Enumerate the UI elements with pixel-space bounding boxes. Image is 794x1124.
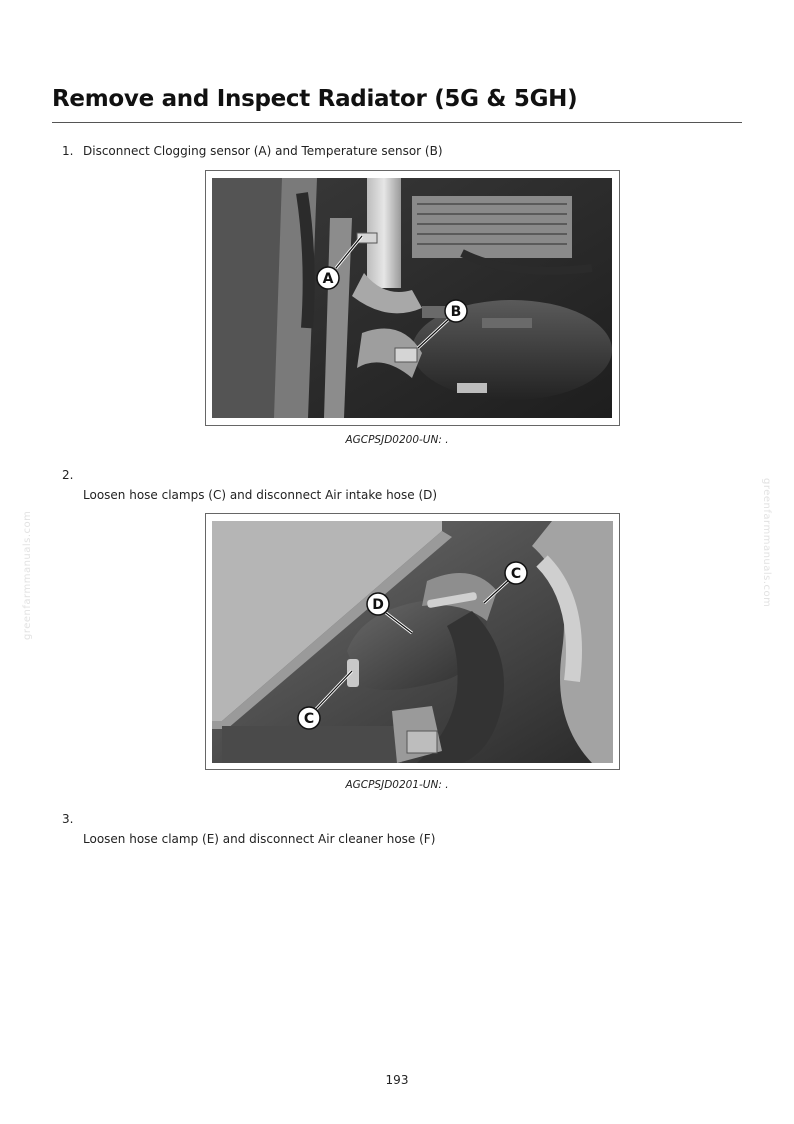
step-2-number: 2. [62,468,74,482]
figure-2-photo [212,521,613,763]
figure-2-caption: AGCPSJD0201-UN: . [345,779,449,791]
figure-2-frame [205,513,620,770]
step-2-text: Loosen hose clamps (C) and disconnect Air intake hose (D) [83,488,438,502]
figure-1-caption: AGCPSJD0200-UN: . [345,434,449,446]
watermark-right: greenfarmmanuals.com [761,478,772,608]
callout-d-label: D [372,597,384,613]
step-1-number: 1. [62,144,74,158]
step-1-text: Disconnect Clogging sensor (A) and Temperature sensor (B) [83,144,443,158]
step-3-text: Loosen hose clamp (E) and disconnect Air cleaner hose (F) [83,832,436,846]
page-number: 193 [385,1073,409,1087]
title-divider [52,122,742,123]
page-title: Remove and Inspect Radiator (5G & 5GH) [52,86,578,112]
watermark-left: greenfarmmanuals.com [22,510,33,640]
callout-c-bottom-label: C [303,711,315,727]
figure-1-photo [212,178,612,418]
figure-1-frame [205,170,620,426]
callout-a-label: A [322,271,334,287]
callout-b-label: B [450,304,462,320]
step-3-number: 3. [62,812,74,826]
callout-c-top-label: C [510,566,522,582]
